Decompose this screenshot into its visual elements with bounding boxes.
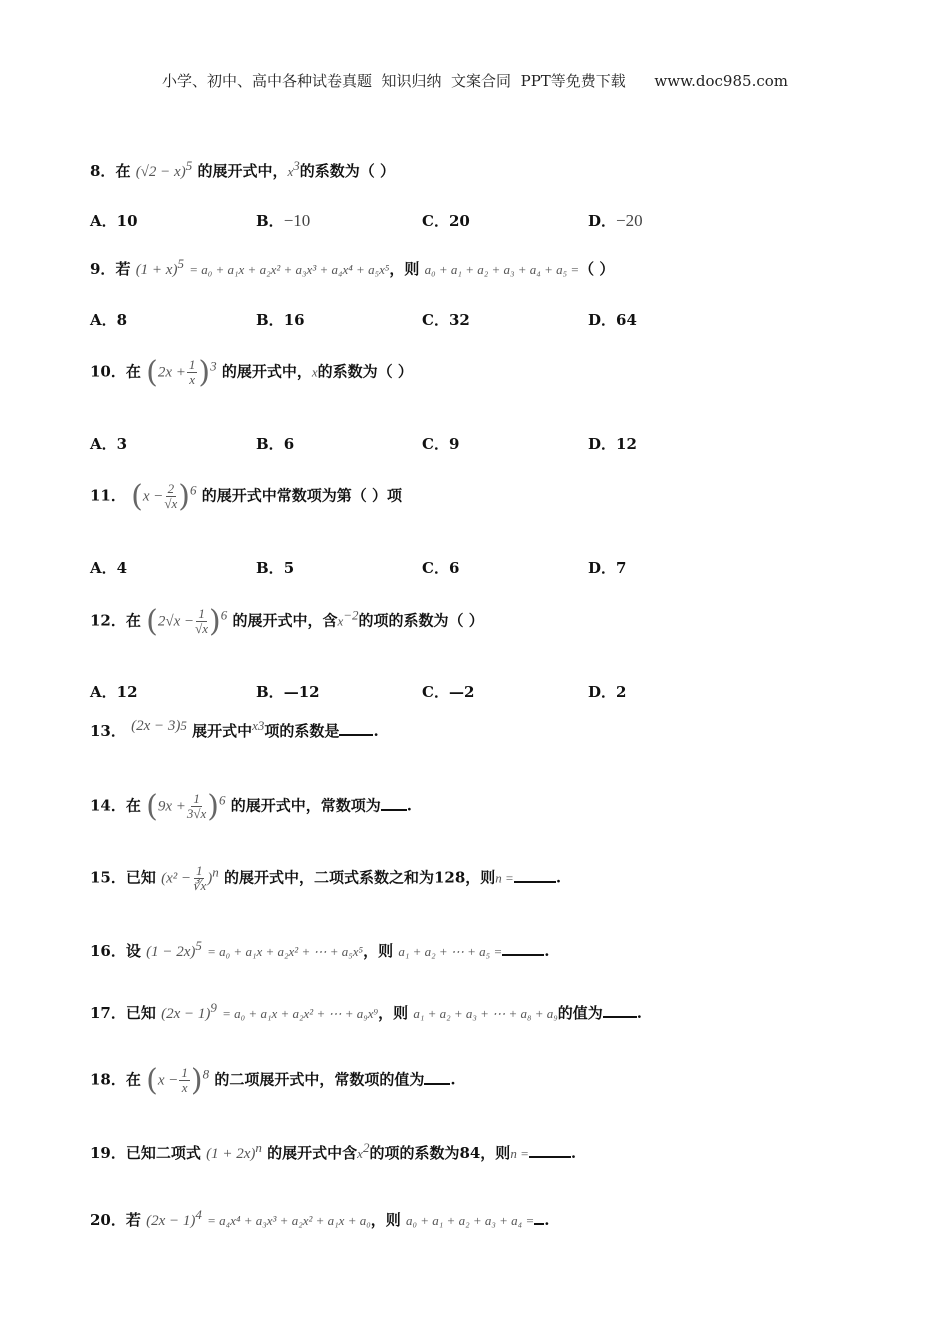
question-20: 20．若 (2x − 1)4 = a₄x⁴ + a₃x³ + a₂x² + a₁x + a₀，则 a₀ + a₁ + a₂ + a₃ + a₄ = . (90, 1207, 550, 1229)
option-c: C．20 (422, 212, 470, 230)
question-10: 10．在 (2x + $\frac{1}{x}$ )3 的展开式中，x的系数为（ ） (90, 355, 413, 390)
option-d: D．12 (588, 435, 637, 453)
answer-blank[interactable] (381, 795, 407, 811)
option-c: C．32 (422, 311, 470, 329)
option-a: A．12 (90, 683, 138, 701)
option-c: C．—2 (422, 683, 475, 701)
option-d: D．64 (588, 311, 637, 329)
answer-blank[interactable] (514, 867, 556, 883)
option-d: D．−20 (588, 211, 643, 230)
option-d: D．2 (588, 683, 627, 701)
option-c: C．9 (422, 435, 460, 453)
option-b: B．—12 (256, 683, 320, 701)
answer-blank[interactable] (534, 1209, 544, 1225)
option-b: B．5 (256, 559, 295, 577)
question-number: 8． (90, 162, 116, 180)
answer-blank[interactable] (424, 1069, 450, 1085)
question-13: 13． (2x − 3)5 展开式中x3项的系数是 . (90, 718, 379, 740)
option-a: A．8 (90, 311, 128, 329)
option-d: D．7 (588, 559, 627, 577)
question-12: 12．在 (2√x − $\frac{1}{√x}$ )6 的展开式中，含x−2的项的系数为（ ） (90, 604, 484, 639)
question-17: 17．已知 (2x − 1)9 = a₀ + a₁x + a₂x² + ⋯ + a₉x⁹，则 a₁ + a₂ + a₃ + ⋯ + a₈ + a₉的值为 . (90, 1000, 643, 1022)
question-11: 11． (x − $\frac{2}{√x}$ )6 的展开式中常数项为第（ ）项 (90, 479, 402, 514)
question-8: 8．在 (√2 − x)5 的展开式中，x3的系数为（ ） (90, 158, 395, 180)
question-14: 14．在 (9x + $\frac{1}{3√x}$ )6 的展开式中，常数项为 . (90, 789, 412, 824)
option-a: A．10 (90, 212, 138, 230)
question-19: 19．已知二项式 (1 + 2x)n 的展开式中含x2的项的系数为84，则n = . (90, 1140, 577, 1162)
option-c: C．6 (422, 559, 460, 577)
option-b: B．16 (256, 311, 305, 329)
question-9: 9．若 (1 + x)5 = a₀ + a₁x + a₂x² + a₃x³ + a₄x⁴ + a₅x⁵，则 a₀ + a₁ + a₂ + a₃ + a₄ + a₅ =（ ） (90, 256, 615, 278)
question-16: 16．设 (1 − 2x)5 = a₀ + a₁x + a₂x² + ⋯ + a₅x⁵，则 a₁ + a₂ + ⋯ + a₅ = . (90, 938, 550, 960)
answer-blank[interactable] (502, 940, 544, 956)
answer-blank[interactable] (603, 1002, 637, 1018)
math-expression: (√2 − x) (135, 164, 186, 180)
option-b: B．−10 (256, 211, 311, 230)
question-18: 18．在 (x − $\frac{1}{x}$ )8 的二项展开式中，常数项的值为 . (90, 1063, 456, 1098)
option-a: A．3 (90, 435, 128, 453)
option-a: A．4 (90, 559, 128, 577)
page-header: 小学、初中、高中各种试卷真题 知识归纳 文案合同 PPT等免费下载 www.doc985.com (161, 72, 788, 90)
question-15: 15．已知 (x² − $\frac{1}{∛x}$ )n 的展开式中，二项式系数之和为128，则n = . (90, 863, 562, 893)
answer-blank[interactable] (339, 720, 373, 736)
option-b: B．6 (256, 435, 295, 453)
answer-blank[interactable] (529, 1142, 571, 1158)
